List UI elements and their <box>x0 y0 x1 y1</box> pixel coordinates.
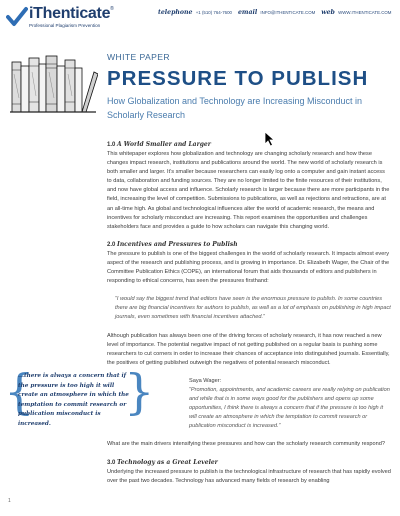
telephone-value: +1 (510) 764-7600 <box>195 10 232 15</box>
ithenticate-logo[interactable] <box>6 6 114 28</box>
saya-label: Saya Wager: <box>189 377 222 384</box>
page-number: 1 <box>8 498 11 504</box>
section-title: Technology as a Great Leveler <box>117 458 218 466</box>
document-subtitle: How Globalization and Technology are Increasing Misconduct in Scholarly Research <box>107 96 362 120</box>
section-title: Incentives and Pressures to Publish <box>117 240 238 248</box>
section-3-body: Underlying the increased pressure to publish is the technological infrastructure of research that has rapidly evolved over the past two decades. Technology has advanced many fields of research by enabling <box>107 468 391 484</box>
section-title: A World Smaller and Larger <box>117 141 211 148</box>
web-contact <box>321 9 391 16</box>
brand-tagline: Professional Plagiarism Prevention <box>29 23 101 28</box>
document-title: PRESSURE TO PUBLISH <box>107 67 369 90</box>
close-brace-glyph: } <box>124 364 155 420</box>
document-kicker: WHITE PAPER <box>107 52 170 62</box>
checkmark-icon <box>6 6 28 28</box>
header-bar <box>0 0 400 38</box>
main-content <box>107 141 391 495</box>
email-contact <box>238 9 315 16</box>
pull-quote <box>4 364 155 427</box>
telephone-label: telephone <box>158 9 193 16</box>
section-number: 2.0 <box>107 241 116 248</box>
section-1-body: This whitepaper explores how globalization and technology are changing scholarly research and how these changes impact research, institutions and publications around the world. The new world of scholarly research is both smaller and larger. It’s smaller because researchers can easily log onto a computer and gain instant access to data, collaboration and funding sources. They are no longer limited to the finite resources of their institutions, and now have global access and influence. Scholarly research is larger because there are more participants in the field, increasing the level of competition. Submissions to publications, as well as rejections and retractions, are at an all-time high. As global and technological influences alter the world of academic research, the means and incentives for scholarly misconduct are increasing. This report examines the opportunities and challenges stakeholders face and provides a guide to how scholars can navigate this changing world. <box>107 151 390 230</box>
section-heading-3 <box>107 459 391 466</box>
open-brace-glyph: { <box>4 364 35 420</box>
books-illustration <box>8 52 98 122</box>
pull-quote-text: ...there is always a concern that if the pressure is too high it will create an atmosphere in which the temptation to commit research or publication misconduct is increased. <box>18 373 129 427</box>
document-header <box>107 52 397 122</box>
contact-info <box>158 9 391 16</box>
saya-quote: “Promotion, appointments, and academic careers are really relying on publication and while that is in some ways good for the publishers and opens up some opportunities, I think there is always a concern that if the pressure is too high it will create an atmosphere in which the temptation to commit research or publication misconduct is increased.” <box>189 386 390 430</box>
section-2-body-2: Although publication has always been one of the driving forces of scholarly research, it has now reached a new level of importance. The potential negative impact of not getting published on a regular basis is pushing some researchers to cut corners in order to increase their chances of acceptance into distinguished journals. Essentially, the positives of getting published outweigh the negatives of potential research misconduct. <box>107 332 390 366</box>
brand-name: iThenticate <box>29 5 111 22</box>
registered-mark: ® <box>110 6 114 12</box>
section-heading-2 <box>107 241 391 248</box>
section-2-question: What are the main drivers intensifying these pressures and how can the scholarly research community respond? <box>107 441 385 448</box>
section-heading-1 <box>107 141 391 148</box>
telephone-contact <box>158 9 232 16</box>
section-number: 3.0 <box>107 459 116 466</box>
email-label: email <box>237 9 258 16</box>
section-number: 1.0 <box>107 142 116 148</box>
web-link[interactable]: WWW.ITHENTICATE.COM <box>338 10 392 15</box>
section-2-body: The pressure to publish is one of the biggest challenges in the world of scholarly research. It impacts almost every aspect of the research and publishing process, and is growing in importance. Dr. Elizabeth Wager, the Chair of the Committee Publication Ethics (COPE), an international forum that aids thousands of editors and publishers in responding to ethical concerns, has seen the pressures firsthand: <box>107 250 390 285</box>
web-label: web <box>321 9 335 16</box>
wager-quote: “I would say the biggest trend that editors have seen is the enormous pressure to publish. In some countries there are big financial incentives for authors to publish, as well as a lot of emphasis on publishing in high impact journals, even sometimes with financial incentives attached.” <box>115 296 391 321</box>
email-link[interactable]: INFO@ITHENTICATE.COM <box>260 10 316 15</box>
